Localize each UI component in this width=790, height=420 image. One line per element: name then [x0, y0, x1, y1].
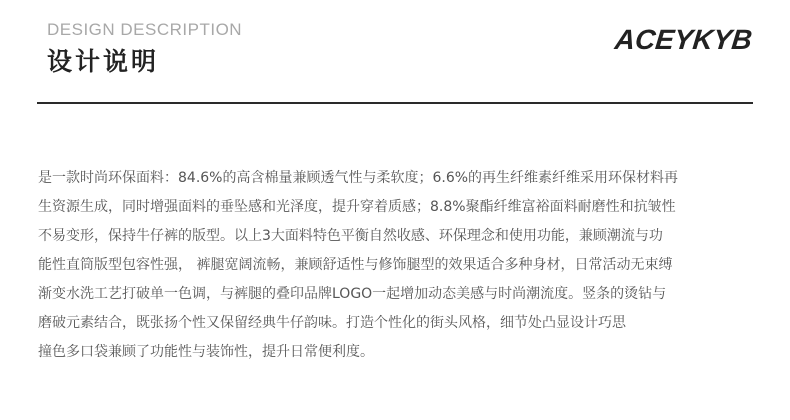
- brand-logo: ACEYKYB: [613, 24, 754, 55]
- header-divider: [37, 102, 753, 104]
- section-subtitle-en: DESIGN DESCRIPTION: [47, 20, 243, 39]
- description-line: 磨破元素结合，既张扬个性又保留经典牛仔韵味。打造个性化的街头风格，细节处凸显设计巧思: [38, 315, 626, 331]
- description-text: [38, 164, 754, 367]
- description-line: 能性直筒版型包容性强， 裤腿宽阔流畅，兼顾舒适性与修饰腿型的效果适合多种身材，日常活动无束缚: [38, 257, 673, 273]
- description-line: 生资源生成，同时增强面料的垂坠感和光泽度，提升穿着质感；8.8%聚酯纤维富裕面料耐磨性和抗皱性: [38, 199, 676, 215]
- description-line: 撞色多口袋兼顾了功能性与装饰性，提升日常便利度。: [38, 344, 374, 360]
- description-line: 是一款时尚环保面料：84.6%的高含棉量兼顾透气性与柔软度；6.6%的再生纤维素纤维采用环保材料再: [38, 170, 679, 186]
- description-line: 渐变水洗工艺打破单一色调，与裤腿的叠印品牌LOGO一起增加动态美感与时尚潮流度。竖条的烫钻与: [38, 286, 667, 302]
- description-line: 不易变形，保持牛仔裤的版型。以上3大面料特色平衡自然收感、环保理念和使用功能，兼顾潮流与功: [38, 228, 663, 244]
- section-title: 设计说明: [47, 47, 160, 76]
